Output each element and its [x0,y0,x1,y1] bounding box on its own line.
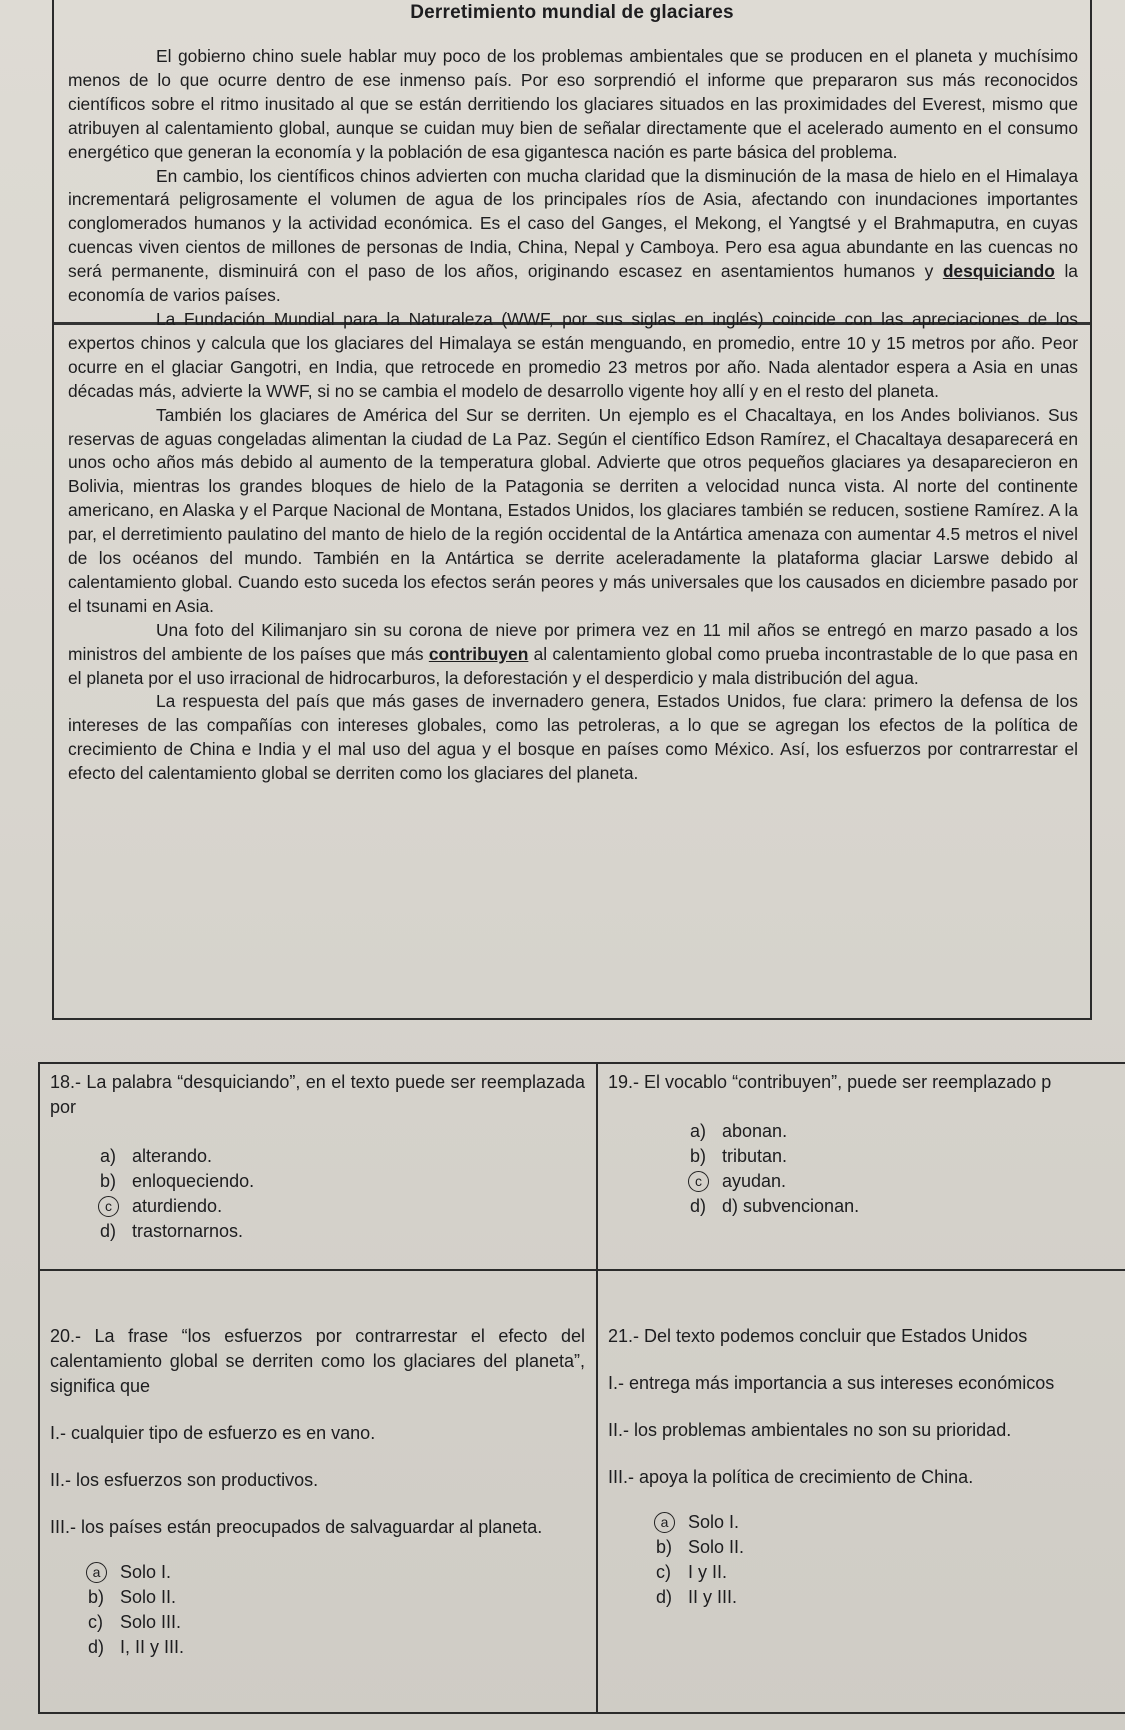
option-18-c-selected[interactable] [100,1194,585,1219]
option-18-d[interactable] [100,1219,585,1244]
question-21-stem: 21.- Del texto podemos concluir que Estados Unidos [608,1326,1028,1346]
question-19-stem: 19.- El vocablo “contribuyen”, puede ser reemplazado p [608,1072,1052,1092]
statement-20-2: II.- los esfuerzos son productivos. [50,1470,319,1490]
option-19-b[interactable] [690,1144,1125,1169]
paragraph-2-text: En cambio, los científicos chinos advierten con mucha claridad que la disminución de la masa de hielo en el Himalaya incrementará peligrosamente el volumen de agua de los principales ríos de Asia, afectando con inundaciones importantes conglomerados humanos y la actividad económica. Es el caso del Ganges, el Mekong, el Yangtsé y el Brahmaputra, en cuyas cuencas viven cientos de millones de personas de India, China, Nepal y Camboya. Pero esa agua abundante en las cuencas no será permanente, disminuirá con el paso de los años, originando escasez en asentamientos humanos y [68,165,1078,282]
option-text: alterando. [132,1146,213,1166]
option-20-b[interactable] [88,1585,585,1610]
option-letter: a) [690,1121,707,1141]
circled-letter-icon: c [98,1196,119,1217]
statement-20-3: III.- los países están preocupados de salvaguardar al planeta. [50,1517,543,1537]
option-text: trastornarnos. [132,1221,244,1241]
grid-divider-vertical [596,1064,598,1712]
option-text: ayudan. [722,1171,787,1191]
option-text: II y III. [688,1587,738,1607]
option-letter: c) [656,1562,671,1582]
option-letter: b) [88,1587,105,1607]
option-19-c-selected[interactable] [690,1169,1125,1194]
paragraph-1: El gobierno chino suele hablar muy poco de los problemas ambientales que se producen en el planeta y muchísimo menos de lo que ocurre dentro de ese inmenso país. Por eso sorprendió el informe que prepararon sus más reconocidos científicos sobre el ritmo inusitado al que se están derritiendo los glaciares situados en las proximidades del Everest, mismo que atribuyen al calentamiento global, aunque se cuidan muy bien de señalar directamente que el acelerado aumento en el consumo energético que generan la economía y la población de esa gigantesca nación es parte básica del problema. [68,46,1078,162]
option-21-d[interactable] [656,1585,1125,1610]
statement-21-3: III.- apoya la política de crecimiento de China. [608,1467,974,1487]
option-20-d[interactable] [88,1635,585,1660]
question-19 [608,1070,1125,1219]
statement-21-2: II.- los problemas ambientales no son su prioridad. [608,1420,1012,1440]
paragraph-6: La respuesta del país que más gases de invernadero genera, Estados Unidos, fue clara: primero la defensa de los intereses de las compañías con intereses globales, como las petroleras, a lo que se agregan los efectos de la política de crecimiento de China e India y el mal uso del agua y el bosque en países como México. Así, los esfuerzos por contrarrestar el efecto del calentamiento global se derriten como los glaciares del planeta. [68,691,1078,784]
option-text: tributan. [722,1146,788,1166]
option-letter: b) [690,1146,707,1166]
question-18-options [50,1144,585,1244]
option-letter: b) [656,1537,673,1557]
paragraph-2-tail: la economía de varios países. [68,261,1078,306]
question-20-options [50,1560,585,1660]
option-21-a-selected[interactable] [656,1510,1125,1535]
article-body [68,45,1078,786]
questions-grid [38,1062,1125,1714]
option-letter: b) [100,1171,117,1191]
question-20 [50,1324,585,1660]
circled-letter-icon: a [654,1512,675,1533]
option-letter: d) [656,1587,673,1607]
paragraph-4: También los glaciares de América del Sur se derriten. Un ejemplo es el Chacaltaya, en los Andes bolivianos. Sus reservas de aguas congeladas alimentan la ciudad de La Paz. Según el científico Edson Ramírez, el Chacaltaya desaparecerá en unos ocho años más debido al aumento de la temperatura global. Advierte que otros pequeños glaciares ya desaparecieron en Bolivia, mientras los grandes bloques de hielo de la Patagonia se derriten a velocidad nunca vista. Al norte del continente americano, en Alaska y el Parque Nacional de Montana, Estados Unidos, los glaciares también se reducen, sostiene Ramírez. A la par, el derretimiento paulatino del manto de hielo de la región occidental de la Antártica amenaza con aumentar 4.5 metros el nivel de los océanos del mundo. También en la Antártica se derrite aceleradamente la plataforma glaciar Larswe debido al calentamiento global. Cuando esto suceda los efectos serán peores y más universales que los causados en diciembre pasado por el tsunami en Asia. [68,404,1078,616]
option-text: Solo III. [120,1612,182,1632]
option-text: d) subvencionan. [722,1196,860,1216]
question-21 [608,1324,1125,1610]
circled-letter-icon: c [688,1171,709,1192]
article-title: Derretimiento mundial de glaciares [410,2,734,23]
question-18-stem: 18.- La palabra “desquiciando”, en el texto puede ser reemplazada por [50,1072,585,1117]
option-letter: d) [88,1637,105,1657]
option-letter: d) [690,1196,707,1216]
option-text: I, II y III. [120,1637,185,1657]
grid-divider-horizontal [40,1269,1125,1271]
circled-letter-icon: a [86,1562,107,1583]
question-20-stem: 20.- La frase “los esfuerzos por contrarrestar el efecto del calentamiento global se derriten como los glaciares del planeta”, significa que [50,1326,585,1396]
statement-20-1: I.- cualquier tipo de esfuerzo es en vano. [50,1423,376,1443]
option-text: Solo I. [120,1562,172,1582]
option-letter: d) [100,1221,117,1241]
paragraph-5-tail: al calentamiento global como prueba incontrastable de lo que pasa en el planeta por el uso irracional de hidrocarburos, la deforestación y el desperdicio y mala distribución del agua. [68,643,1078,688]
statement-21-1: I.- entrega más importancia a sus intereses económicos [608,1373,1055,1393]
option-text: abonan. [722,1121,788,1141]
option-20-a-selected[interactable] [88,1560,585,1585]
paragraph-5-text: Una foto del Kilimanjaro sin su corona de nieve por primera vez en 11 mil años se entregó en marzo pasado a los ministros del ambiente de los países que más [68,619,1078,664]
option-20-c[interactable] [88,1610,585,1635]
question-21-options [608,1510,1125,1610]
option-18-a[interactable] [100,1144,585,1169]
paragraph-2 [68,165,1078,308]
question-18 [50,1070,585,1244]
option-19-d[interactable] [690,1194,1125,1219]
option-18-b[interactable] [100,1169,585,1194]
question-19-options [608,1119,1125,1219]
option-21-c[interactable] [656,1560,1125,1585]
option-text: Solo I. [688,1512,740,1532]
option-19-a[interactable] [690,1119,1125,1144]
paragraph-5 [68,619,1078,691]
underlined-word-desquiciando: desquiciando [942,261,1055,282]
option-letter: c) [88,1612,103,1632]
option-21-b[interactable] [656,1535,1125,1560]
option-text: enloqueciendo. [132,1171,255,1191]
underlined-word-contribuyen: contribuyen [428,643,529,664]
option-text: aturdiendo. [132,1196,223,1216]
paragraph-3: La Fundación Mundial para la Naturaleza (WWF, por sus siglas en inglés) coincide con las apreciaciones de los expertos chinos y calcula que los glaciares del Himalaya se están menguando, en promedio, entre 10 y 15 metros por año. Peor ocurre en el glaciar Gangotri, en India, que retrocede en promedio 23 metros por año. Nada alentador espera a Asia en unas décadas más, advierte la WWF, si no se cambia el modelo de desarrollo vigente hoy allí y en el resto del planeta. [68,308,1078,401]
article-box [52,0,1092,1020]
option-text: Solo II. [120,1587,177,1607]
option-text: Solo II. [688,1537,745,1557]
option-letter: a) [100,1146,117,1166]
option-text: I y II. [688,1562,728,1582]
